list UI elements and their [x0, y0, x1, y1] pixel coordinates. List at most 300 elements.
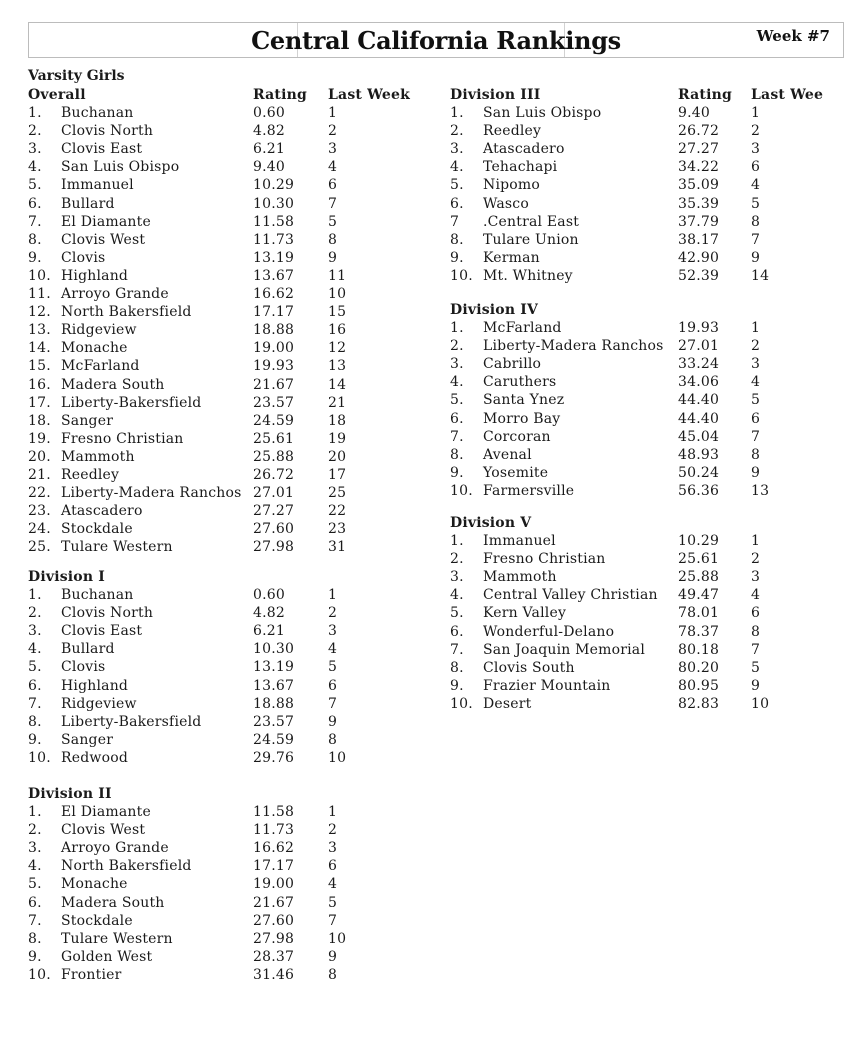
cell-team: San Luis Obispo	[483, 105, 602, 122]
cell-team: Fresno Christian	[483, 551, 606, 568]
ranking-row	[28, 749, 433, 767]
cell-last-week: 8	[328, 231, 338, 248]
cell-team: Sanger	[61, 731, 114, 748]
cell-last-week: 3	[751, 356, 761, 373]
ranking-row	[450, 677, 857, 695]
ranking-row	[450, 249, 857, 267]
cell-last-week: 9	[328, 249, 338, 266]
cell-last-week: 3	[328, 141, 338, 158]
cell-rating: 0.60	[253, 587, 285, 604]
ranking-row	[28, 303, 433, 321]
cell-last-week: 5	[328, 213, 338, 230]
cell-team: Yosemite	[483, 464, 549, 481]
cell-team: Farmersville	[483, 482, 575, 499]
ranking-row	[450, 373, 857, 391]
cell-rank: 20.	[28, 448, 51, 465]
cell-rank: 10.	[450, 267, 473, 284]
cell-rank: 4.	[450, 587, 464, 604]
cell-last-week: 21	[328, 394, 347, 411]
cell-rating: 80.20	[678, 659, 720, 676]
cell-last-week: 19	[328, 430, 347, 447]
cell-rank: 15.	[28, 358, 51, 375]
ranking-row	[450, 446, 857, 464]
ranking-row	[28, 677, 433, 695]
cell-rank: 14.	[28, 340, 51, 357]
cell-rating: 24.59	[253, 731, 295, 748]
cell-last-week: 7	[751, 428, 761, 445]
cell-rank: 6.	[28, 195, 42, 212]
cell-team: Madera South	[61, 376, 165, 393]
ranking-row	[450, 213, 857, 231]
ranking-row	[28, 622, 433, 640]
ranking-row	[450, 355, 857, 373]
ranking-row	[28, 195, 433, 213]
cell-rank: 4.	[28, 641, 42, 658]
cell-rank: 2.	[450, 123, 464, 140]
ranking-row	[28, 713, 433, 731]
cell-team: Atascadero	[61, 503, 143, 520]
cell-rating: 19.93	[253, 358, 295, 375]
cell-rating: 27.60	[253, 912, 295, 929]
ranking-row	[28, 930, 433, 948]
cell-team: Frontier	[61, 966, 122, 983]
cell-rating: 6.21	[253, 623, 285, 640]
cell-rank: 8.	[28, 930, 42, 947]
cell-team: Bullard	[61, 195, 115, 212]
ranking-row	[450, 482, 857, 500]
cell-rank: 7	[450, 213, 460, 230]
cell-last-week: 8	[328, 731, 338, 748]
cell-last-week: 9	[328, 948, 338, 965]
ranking-row	[450, 568, 857, 586]
cell-last-week: 5	[328, 659, 338, 676]
cell-rating: 11.58	[253, 804, 295, 821]
ranking-row	[450, 122, 857, 140]
column-header-rating: Rating	[678, 87, 732, 103]
cell-last-week: 6	[751, 159, 761, 176]
table-division-2	[28, 785, 433, 984]
ranking-row	[28, 640, 433, 658]
ranking-row	[28, 122, 433, 140]
cell-team: Clovis East	[61, 623, 143, 640]
cell-last-week: 13	[328, 358, 347, 375]
cell-rating: 21.67	[253, 376, 295, 393]
cell-rating: 37.79	[678, 213, 720, 230]
cell-rating: 27.98	[253, 539, 295, 556]
cell-rank: 17.	[28, 394, 51, 411]
cell-rating: 44.40	[678, 392, 720, 409]
table-heading: Division IV	[450, 302, 539, 318]
cell-rank: 3.	[450, 569, 464, 586]
cell-rating: 35.09	[678, 177, 720, 194]
cell-rating: 80.18	[678, 641, 720, 658]
cell-team: Liberty-Madera Ranchos	[483, 338, 664, 355]
cell-team: Reedley	[483, 123, 542, 140]
cell-last-week: 1	[328, 105, 338, 122]
ranking-row	[450, 140, 857, 158]
cell-rating: 11.58	[253, 213, 295, 230]
cell-team: El Diamante	[61, 804, 151, 821]
cell-rank: 13.	[28, 322, 51, 339]
cell-rating: 78.37	[678, 623, 720, 640]
cell-rating: 10.29	[253, 177, 295, 194]
cell-rank: 6.	[450, 195, 464, 212]
cell-last-week: 9	[328, 713, 338, 730]
cell-team: Wasco	[483, 195, 529, 212]
ranking-row	[450, 464, 857, 482]
cell-team: Arroyo Grande	[61, 840, 169, 857]
cell-rating: 19.93	[678, 320, 720, 337]
cell-rating: 18.88	[253, 322, 295, 339]
table-division-5	[450, 514, 857, 713]
cell-rank: 18.	[28, 412, 51, 429]
ranking-row	[28, 321, 433, 339]
column-header-last-week: Last Week	[328, 87, 411, 103]
ranking-row	[450, 641, 857, 659]
cell-rank: 2.	[28, 605, 42, 622]
cell-last-week: 4	[328, 159, 338, 176]
cell-rank: 21.	[28, 466, 51, 483]
cell-rating: 29.76	[253, 749, 295, 766]
cell-rating: 10.30	[253, 195, 295, 212]
cell-rank: 24.	[28, 521, 51, 538]
cell-rating: 18.88	[253, 695, 295, 712]
cell-team: North Bakersfield	[61, 858, 192, 875]
cell-team: Highland	[61, 267, 129, 284]
cell-rank: 4.	[28, 858, 42, 875]
ranking-row	[28, 604, 433, 622]
ranking-row	[450, 410, 857, 428]
table-header-row	[28, 86, 433, 104]
ranking-row	[28, 839, 433, 857]
ranking-row	[28, 857, 433, 875]
cell-team: Mammoth	[483, 569, 557, 586]
cell-rating: 50.24	[678, 464, 720, 481]
cell-rating: 78.01	[678, 605, 720, 622]
cell-rating: 35.39	[678, 195, 720, 212]
cell-team: Sanger	[61, 412, 114, 429]
cell-rank: 16.	[28, 376, 51, 393]
cell-team: Immanuel	[483, 533, 556, 550]
cell-rank: 9.	[450, 249, 464, 266]
cell-team: Clovis East	[61, 141, 143, 158]
cell-last-week: 9	[751, 677, 761, 694]
cell-last-week: 5	[751, 392, 761, 409]
cell-rating: 80.95	[678, 677, 720, 694]
cell-rank: 8.	[28, 231, 42, 248]
ranking-row	[28, 376, 433, 394]
cell-team: Mt. Whitney	[483, 267, 573, 284]
cell-last-week: 10	[328, 286, 347, 303]
ranking-row	[28, 249, 433, 267]
ranking-row	[28, 821, 433, 839]
cell-team: Ridgeview	[61, 322, 137, 339]
cell-team: Frazier Mountain	[483, 677, 611, 694]
table-header-row	[28, 785, 433, 803]
cell-last-week: 1	[751, 320, 761, 337]
title-bar	[28, 22, 844, 58]
cell-rating: 26.72	[253, 466, 295, 483]
cell-rating: 27.98	[253, 930, 295, 947]
cell-rank: 7.	[450, 428, 464, 445]
cell-team: Arroyo Grande	[61, 286, 169, 303]
cell-rank: 9.	[28, 731, 42, 748]
cell-last-week: 23	[328, 521, 347, 538]
cell-rank: 10.	[28, 749, 51, 766]
cell-last-week: 1	[751, 533, 761, 550]
cell-team: Clovis	[61, 659, 106, 676]
cell-team: Atascadero	[483, 141, 565, 158]
cell-rating: 34.22	[678, 159, 720, 176]
cell-rating: 25.88	[253, 448, 295, 465]
ranking-row	[450, 104, 857, 122]
cell-team: Highland	[61, 677, 129, 694]
cell-team: Madera South	[61, 894, 165, 911]
cell-rating: 19.00	[253, 876, 295, 893]
ranking-row	[450, 428, 857, 446]
cell-rank: 9.	[450, 464, 464, 481]
cell-rank: 5.	[28, 876, 42, 893]
cell-last-week: 7	[751, 641, 761, 658]
ranking-row	[28, 875, 433, 893]
ranking-row	[450, 195, 857, 213]
cell-team: McFarland	[483, 320, 562, 337]
table-division-1	[28, 568, 433, 767]
cell-last-week: 3	[751, 141, 761, 158]
cell-rating: 9.40	[253, 159, 285, 176]
cell-team: Mammoth	[61, 448, 135, 465]
cell-rank: 2.	[450, 551, 464, 568]
cell-last-week: 2	[751, 551, 761, 568]
cell-team: Corcoran	[483, 428, 551, 445]
cell-team: Monache	[61, 340, 128, 357]
table-rows	[28, 586, 433, 767]
cell-rank: 5.	[450, 392, 464, 409]
cell-rank: 7.	[28, 695, 42, 712]
cell-rank: 10.	[28, 267, 51, 284]
table-header-row	[450, 86, 857, 104]
cell-team: Immanuel	[61, 177, 134, 194]
cell-rank: 6.	[28, 677, 42, 694]
cell-rating: 13.67	[253, 677, 295, 694]
cell-team: Cabrillo	[483, 356, 542, 373]
table-header-row	[28, 568, 433, 586]
cell-team: Stockdale	[61, 912, 133, 929]
cell-rating: 4.82	[253, 123, 285, 140]
cell-rating: 17.17	[253, 304, 295, 321]
column-header-rating: Rating	[253, 87, 307, 103]
cell-team: .Central East	[483, 213, 580, 230]
table-rows	[450, 319, 857, 500]
cell-team: Avenal	[483, 446, 532, 463]
table-division-4	[450, 301, 857, 500]
ranking-row	[28, 140, 433, 158]
cell-last-week: 2	[328, 123, 338, 140]
cell-team: Kern Valley	[483, 605, 567, 622]
ranking-row	[28, 966, 433, 984]
cell-rank: 3.	[450, 356, 464, 373]
cell-rating: 10.29	[678, 533, 720, 550]
cell-rank: 5.	[28, 659, 42, 676]
cell-last-week: 20	[328, 448, 347, 465]
cell-team: Tulare Union	[483, 231, 579, 248]
cell-rating: 11.73	[253, 231, 295, 248]
cell-team: Clovis West	[61, 231, 146, 248]
cell-rank: 23.	[28, 503, 51, 520]
cell-last-week: 8	[751, 213, 761, 230]
ranking-row	[28, 658, 433, 676]
cell-last-week: 18	[328, 412, 347, 429]
cell-last-week: 6	[328, 858, 338, 875]
ranking-row	[28, 394, 433, 412]
cell-rank: 4.	[28, 159, 42, 176]
cell-rating: 27.01	[678, 338, 720, 355]
ranking-row	[450, 586, 857, 604]
cell-team: Central Valley Christian	[483, 587, 658, 604]
ranking-row	[28, 484, 433, 502]
cell-rating: 13.19	[253, 659, 295, 676]
cell-rating: 45.04	[678, 428, 720, 445]
cell-last-week: 8	[328, 966, 338, 983]
cell-last-week: 4	[751, 177, 761, 194]
cell-rank: 5.	[450, 177, 464, 194]
cell-team: Caruthers	[483, 374, 557, 391]
cell-rank: 3.	[28, 623, 42, 640]
cell-team: Clovis North	[61, 123, 154, 140]
ranking-row	[28, 912, 433, 930]
table-heading: Division I	[28, 569, 106, 585]
cell-last-week: 1	[328, 587, 338, 604]
ranking-row	[28, 231, 433, 249]
cell-rank: 1.	[450, 533, 464, 550]
ranking-row	[28, 213, 433, 231]
cell-team: Clovis	[61, 249, 106, 266]
cell-last-week: 10	[328, 749, 347, 766]
cell-last-week: 5	[751, 659, 761, 676]
cell-team: Liberty-Madera Ranchos	[61, 485, 242, 502]
ranking-row	[450, 231, 857, 249]
cell-last-week: 14	[751, 267, 770, 284]
ranking-row	[450, 659, 857, 677]
cell-rating: 19.00	[253, 340, 295, 357]
cell-last-week: 6	[751, 410, 761, 427]
cell-rank: 10.	[28, 966, 51, 983]
cell-team: Golden West	[61, 948, 153, 965]
cell-rating: 27.01	[253, 485, 295, 502]
cell-rank: 7.	[28, 213, 42, 230]
cell-last-week: 2	[328, 605, 338, 622]
cell-last-week: 1	[328, 804, 338, 821]
cell-rank: 6.	[450, 623, 464, 640]
cell-rank: 10.	[450, 482, 473, 499]
cell-rank: 9.	[28, 948, 42, 965]
ranking-row	[28, 430, 433, 448]
cell-rating: 56.36	[678, 482, 720, 499]
ranking-row	[28, 104, 433, 122]
ranking-row	[450, 532, 857, 550]
cell-last-week: 9	[751, 249, 761, 266]
cell-team: Redwood	[61, 749, 128, 766]
cell-last-week: 9	[751, 464, 761, 481]
cell-rating: 52.39	[678, 267, 720, 284]
table-rows	[28, 104, 433, 556]
ranking-row	[28, 412, 433, 430]
cell-rank: 12.	[28, 304, 51, 321]
ranking-row	[28, 520, 433, 538]
cell-rank: 2.	[450, 338, 464, 355]
cell-last-week: 16	[328, 322, 347, 339]
table-header-row	[450, 514, 857, 532]
ranking-row	[28, 803, 433, 821]
ranking-row	[28, 731, 433, 749]
cell-last-week: 22	[328, 503, 347, 520]
cell-team: North Bakersfield	[61, 304, 192, 321]
cell-last-week: 4	[751, 374, 761, 391]
ranking-row	[450, 550, 857, 568]
ranking-row	[28, 948, 433, 966]
cell-rating: 44.40	[678, 410, 720, 427]
cell-rank: 10.	[450, 695, 473, 712]
ranking-row	[450, 623, 857, 641]
cell-rating: 25.61	[253, 430, 295, 447]
cell-last-week: 1	[751, 105, 761, 122]
cell-rank: 2.	[28, 123, 42, 140]
cell-last-week: 15	[328, 304, 347, 321]
table-heading: Overall	[28, 87, 86, 103]
cell-team: San Luis Obispo	[61, 159, 180, 176]
cell-rank: 8.	[450, 446, 464, 463]
cell-last-week: 7	[751, 231, 761, 248]
cell-last-week: 25	[328, 485, 347, 502]
table-division-3	[450, 86, 857, 285]
cell-rating: 27.27	[678, 141, 720, 158]
cell-last-week: 3	[328, 623, 338, 640]
cell-last-week: 3	[328, 840, 338, 857]
cell-team: Wonderful-Delano	[483, 623, 615, 640]
cell-rank: 22.	[28, 485, 51, 502]
cell-team: Liberty-Bakersfield	[61, 713, 202, 730]
cell-rank: 6.	[450, 410, 464, 427]
cell-last-week: 10	[328, 930, 347, 947]
cell-rating: 27.60	[253, 521, 295, 538]
cell-team: Kerman	[483, 249, 540, 266]
cell-rank: 1.	[28, 587, 42, 604]
cell-rank: 2.	[28, 822, 42, 839]
cell-rating: 6.21	[253, 141, 285, 158]
cell-rating: 25.88	[678, 569, 720, 586]
cell-team: Liberty-Bakersfield	[61, 394, 202, 411]
cell-team: Clovis West	[61, 822, 146, 839]
cell-rating: 9.40	[678, 105, 710, 122]
table-heading: Division V	[450, 515, 532, 531]
cell-rating: 24.59	[253, 412, 295, 429]
cell-rating: 17.17	[253, 858, 295, 875]
cell-team: Santa Ynez	[483, 392, 565, 409]
cell-rank: 1.	[450, 105, 464, 122]
cell-team: Reedley	[61, 466, 120, 483]
ranking-row	[28, 285, 433, 303]
cell-rank: 3.	[28, 840, 42, 857]
cell-last-week: 11	[328, 267, 347, 284]
cell-rating: 11.73	[253, 822, 295, 839]
ranking-row	[28, 586, 433, 604]
cell-rank: 7.	[28, 912, 42, 929]
cell-last-week: 4	[328, 876, 338, 893]
ranking-row	[28, 176, 433, 194]
cell-last-week: 7	[328, 695, 338, 712]
cell-rank: 5.	[450, 605, 464, 622]
cell-rank: 1.	[28, 804, 42, 821]
